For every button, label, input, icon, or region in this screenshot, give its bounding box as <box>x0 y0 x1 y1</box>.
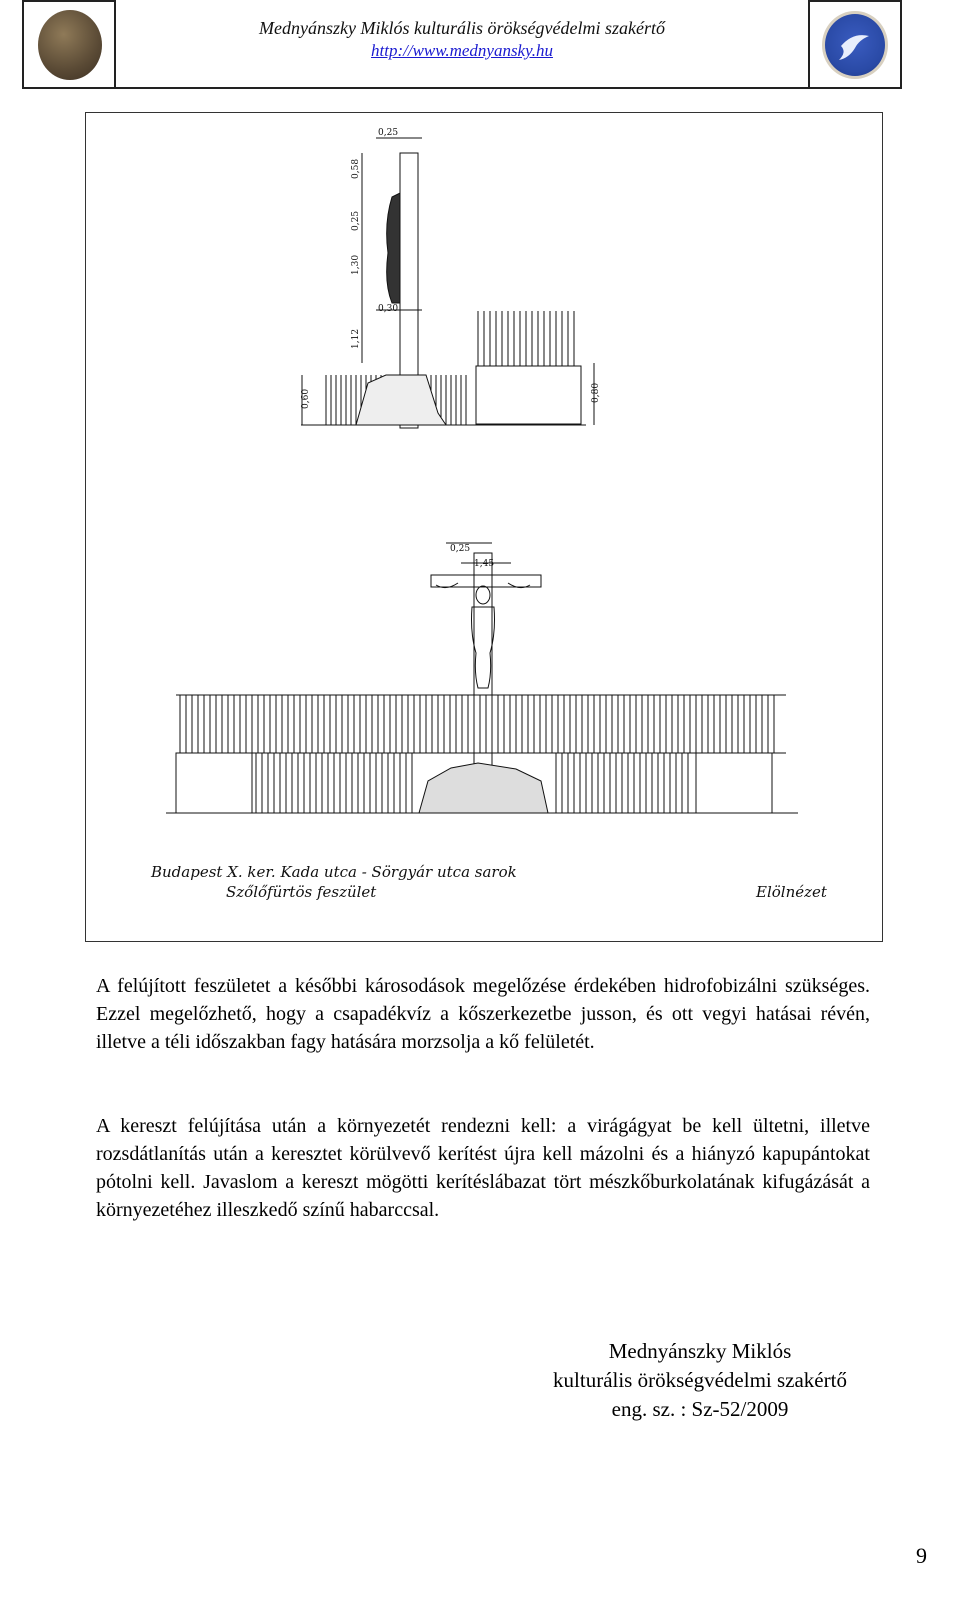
dim-label: 1,45 <box>474 559 495 569</box>
header-left-logo-box <box>22 0 116 89</box>
dim-label: 1,12 <box>351 328 361 349</box>
signature-name: Mednyánszky Miklós <box>608 1339 792 1363</box>
header <box>116 0 808 89</box>
header-right-logo-box <box>808 0 902 89</box>
dim-label: 0,25 <box>378 128 399 138</box>
drawing-caption-view: Elölnézet <box>756 883 827 901</box>
header-url-link[interactable]: http://www.mednyansky.hu <box>371 41 553 60</box>
technical-drawing <box>85 112 883 942</box>
page-number: 9 <box>916 1543 927 1568</box>
dim-label: 0,60 <box>301 388 311 409</box>
drawing-caption-location: Budapest X. ker. Kada utca - Sörgyár utca sarok <box>151 863 517 881</box>
dim-label: 0,80 <box>591 382 601 403</box>
paragraph-1: A felújított feszületet a későbbi károsodások megelőzése érdekében hidrofobizálni szükséges. Ezzel megelőzhető, hogy a csapadékvíz a kőszerkezetbe jusson, és ott vegyi hatásai révén, illetve a téli időszakban fagy hatására morzsolja a kő felületét. <box>96 975 870 1053</box>
signature-registration: eng. sz. : Sz-52/2009 <box>611 1397 789 1421</box>
dim-label: 1,30 <box>351 254 361 275</box>
signature-role: kulturális örökségvédelmi szakértő <box>553 1368 847 1392</box>
dim-label: 0,58 <box>351 158 361 179</box>
dim-label: 0,30 <box>378 304 399 314</box>
drawing-caption-title: Szőlőfürtös feszület <box>226 883 377 901</box>
header-title: Mednyánszky Miklós kulturális örökségvédelmi szakértő <box>259 18 665 38</box>
portrait-medal-icon <box>38 10 102 80</box>
dim-label: 0,25 <box>351 210 361 231</box>
bird-seal-icon <box>822 11 888 79</box>
paragraph-2: A kereszt felújítása után a környezetét rendezni kell: a virágágyat be kell ültetni, illetve rozsdátlanítás után a keresztet körülvevő kerítést újra kell mázolni és a hiányzó kapupántokat pótolni kell. Javaslom a kereszt mögötti kerítéslábazat tört mészkőburkolatának kifugázását a környezetéhez illeszkedő színű habarccsal. <box>96 1115 870 1221</box>
dim-label: 0,25 <box>450 544 471 554</box>
